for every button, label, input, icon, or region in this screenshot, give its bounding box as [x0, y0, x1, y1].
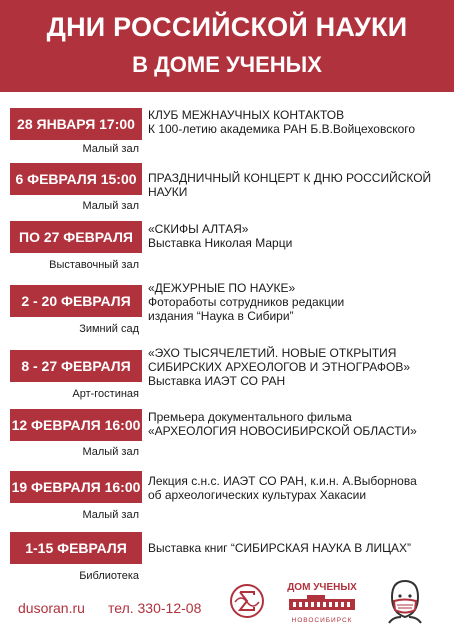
event-description: «СКИФЫ АЛТАЯ» Выставка Николая Марци	[148, 222, 293, 250]
event-date: 8 - 27 ФЕВРАЛЯ	[10, 350, 142, 382]
event-venue: Арт-гостиная	[72, 388, 139, 400]
header-banner	[0, 0, 454, 92]
event-description: Выставка книг “СИБИРСКАЯ НАУКА В ЛИЦАХ”	[148, 541, 411, 555]
event-description: Лекция с.н.с. ИАЭТ СО РАН, к.и.н. А.Выборнова об археологических культурах Хакасии	[148, 474, 417, 502]
event-date: 19 ФЕВРАЛЯ 16:00	[10, 471, 142, 503]
event-venue: Малый зал	[82, 200, 139, 212]
building-icon	[287, 593, 357, 611]
event-description: «ДЕЖУРНЫЕ ПО НАУКЕ» Фотоработы сотрудников редакции издания “Наука в Сибири”	[148, 281, 345, 323]
logo-title: ДОМ УЧЕНЫХ	[287, 582, 357, 593]
event-description: КЛУБ МЕЖНАУЧНЫХ КОНТАКТОВ К 100-летию академика РАН Б.В.Войцеховского	[148, 108, 416, 136]
sigma-logo-icon	[229, 583, 265, 619]
event-venue: Малый зал	[82, 143, 139, 155]
event-description: «ЭХО ТЫСЯЧЕЛЕТИЙ. НОВЫЕ ОТКРЫТИЯ СИБИРСКИХ АРХЕОЛОГОВ И ЭТНОГРАФОВ» Выставка ИАЭТ СО РАН	[148, 346, 411, 388]
event-venue: Малый зал	[82, 509, 139, 521]
event-date: ПО 27 ФЕВРАЛЯ	[10, 221, 142, 253]
event-date: 6 ФЕВРАЛЯ 15:00	[10, 163, 142, 195]
event-date: 28 ЯНВАРЯ 17:00	[10, 108, 142, 140]
event-date: 2 - 20 ФЕВРАЛЯ	[10, 285, 142, 317]
event-venue: Библиотека	[79, 570, 139, 582]
event-venue: Зимний сад	[79, 323, 139, 335]
phone-number: тел. 330-12-08	[108, 600, 202, 616]
logo-city: НОВОСИБИРСК	[291, 617, 353, 624]
face-mask-icon	[383, 577, 427, 625]
event-date: 12 ФЕВРАЛЯ 16:00	[10, 409, 142, 441]
event-venue: Выставочный зал	[49, 259, 139, 271]
event-venue: Малый зал	[82, 446, 139, 458]
page-subtitle: В ДОМЕ УЧЕНЫХ	[132, 52, 322, 77]
event-description: Премьера документального фильма «АРХЕОЛОГИЯ НОВОСИБИРСКОЙ ОБЛАСТИ»	[148, 410, 417, 438]
event-date: 1-15 ФЕВРАЛЯ	[10, 532, 142, 564]
website-link[interactable]: dusoran.ru	[18, 600, 85, 616]
dom-uchenyh-logo	[287, 582, 357, 624]
event-description: ПРАЗДНИЧНЫЙ КОНЦЕРТ К ДНЮ РОССИЙСКОЙ НАУКИ	[148, 171, 432, 199]
page-title: ДНИ РОССИЙСКОЙ НАУКИ	[46, 12, 408, 42]
